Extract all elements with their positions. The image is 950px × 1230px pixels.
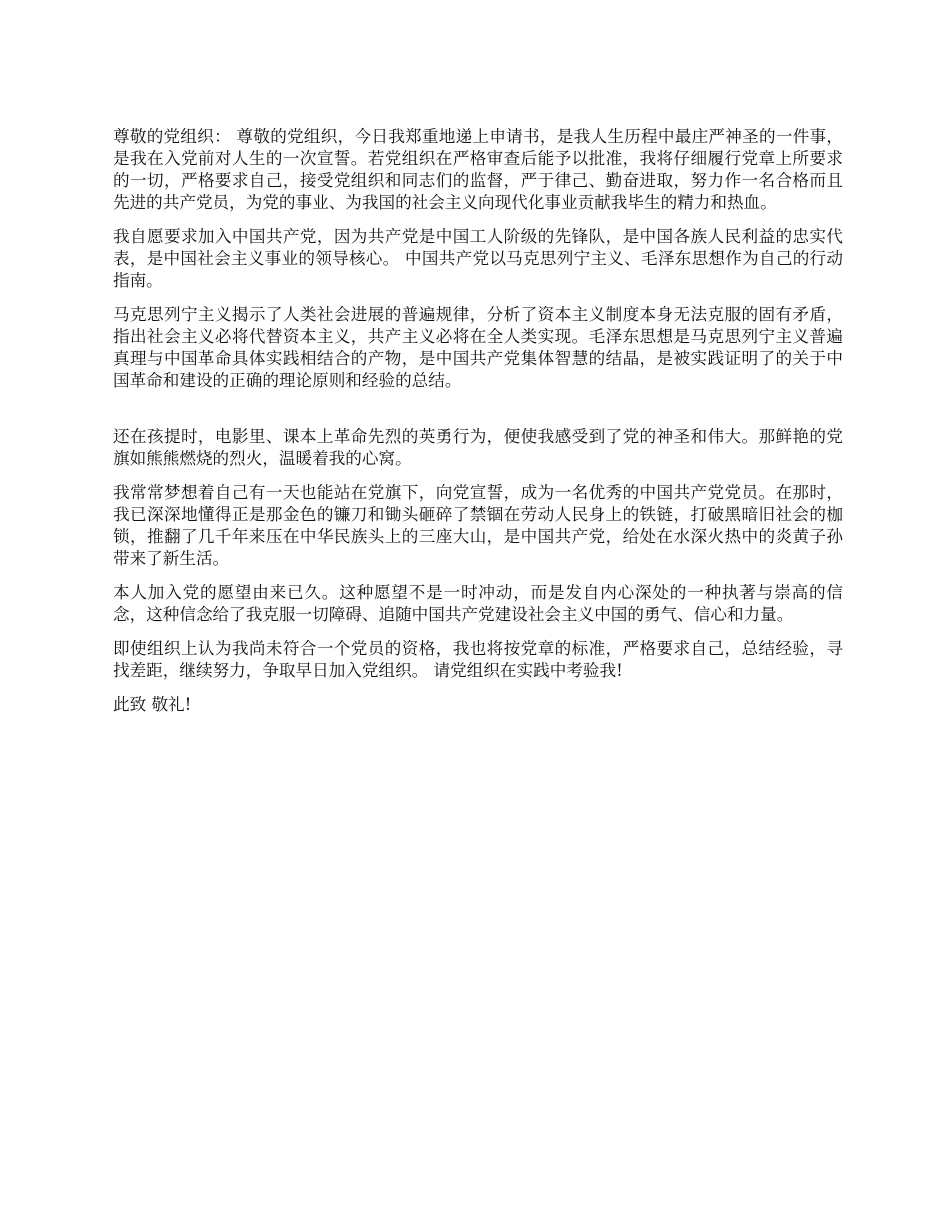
paragraph-theory: 马克思列宁主义揭示了人类社会进展的普遍规律，分析了资本主义制度本身无法克服的固有矛盾，指出社会主义必将代替资本主义，共产主义必将在全人类实现。毛泽东思想是马克思列宁主义普遍真理与中国革命具体实践相结合的产物，是中国共产党集体智慧的结晶，是被实践证明了的关于中国革命和建设的正确的理论原则和经验的总结。 [113,305,843,390]
paragraph-commitment: 即使组织上认为我尚未符合一个党员的资格，我也将按党章的标准，严格要求自己，总结经验，寻找差距，继续努力，争取早日加入党组织。 请党组织在实践中考验我! [113,639,843,680]
paragraph-dream: 我常常梦想着自己有一天也能站在党旗下，向党宣誓，成为一名优秀的中国共产党党员。在那时，我已深深地懂得正是那金色的镰刀和锄头砸碎了禁锢在劳动人民身上的铁链，打破黑暗旧社会的枷锁，推翻了几千年来压在中华民族头上的三座大山，是中国共产党，给处在水深火热中的炎黄子孙带来了新生活。 [113,483,843,568]
paragraph-gap [113,404,843,426]
paragraph-salutation: 尊敬的党组织： 尊敬的党组织，今日我郑重地递上申请书，是我人生历程中最庄严神圣的一件事，是我在入党前对人生的一次宣誓。若党组织在严格审查后能予以批准，我将仔细履行党章上所要求的一切，严格要求自己，接受党组织和同志们的监督，严于律己、勤奋进取，努力作一名合格而且先进的共产党员，为党的事业、为我国的社会主义向现代化事业贡献我毕生的精力和热血。 [113,127,843,212]
closing-salutation: 此致 敬礼! [113,695,192,714]
paragraph-motivation: 我自愿要求加入中国共产党，因为共产党是中国工人阶级的先锋队，是中国各族人民利益的忠实代表，是中国社会主义事业的领导核心。 中国共产党以马克思列宁主义、毛泽东思想作为自己的行动指南。 [113,227,843,290]
document-body [113,126,843,716]
paragraph-childhood: 还在孩提时，电影里、课本上革命先烈的英勇行为，便使我感受到了党的神圣和伟大。那鲜艳的党旗如熊熊燃烧的烈火，温暖着我的心窝。 [113,427,843,468]
paragraph-aspiration: 本人加入党的愿望由来已久。这种愿望不是一时冲动，而是发自内心深处的一种执著与崇高的信念，这种信念给了我克服一切障碍、追随中国共产党建设社会主义中国的勇气、信心和力量。 [113,583,843,624]
